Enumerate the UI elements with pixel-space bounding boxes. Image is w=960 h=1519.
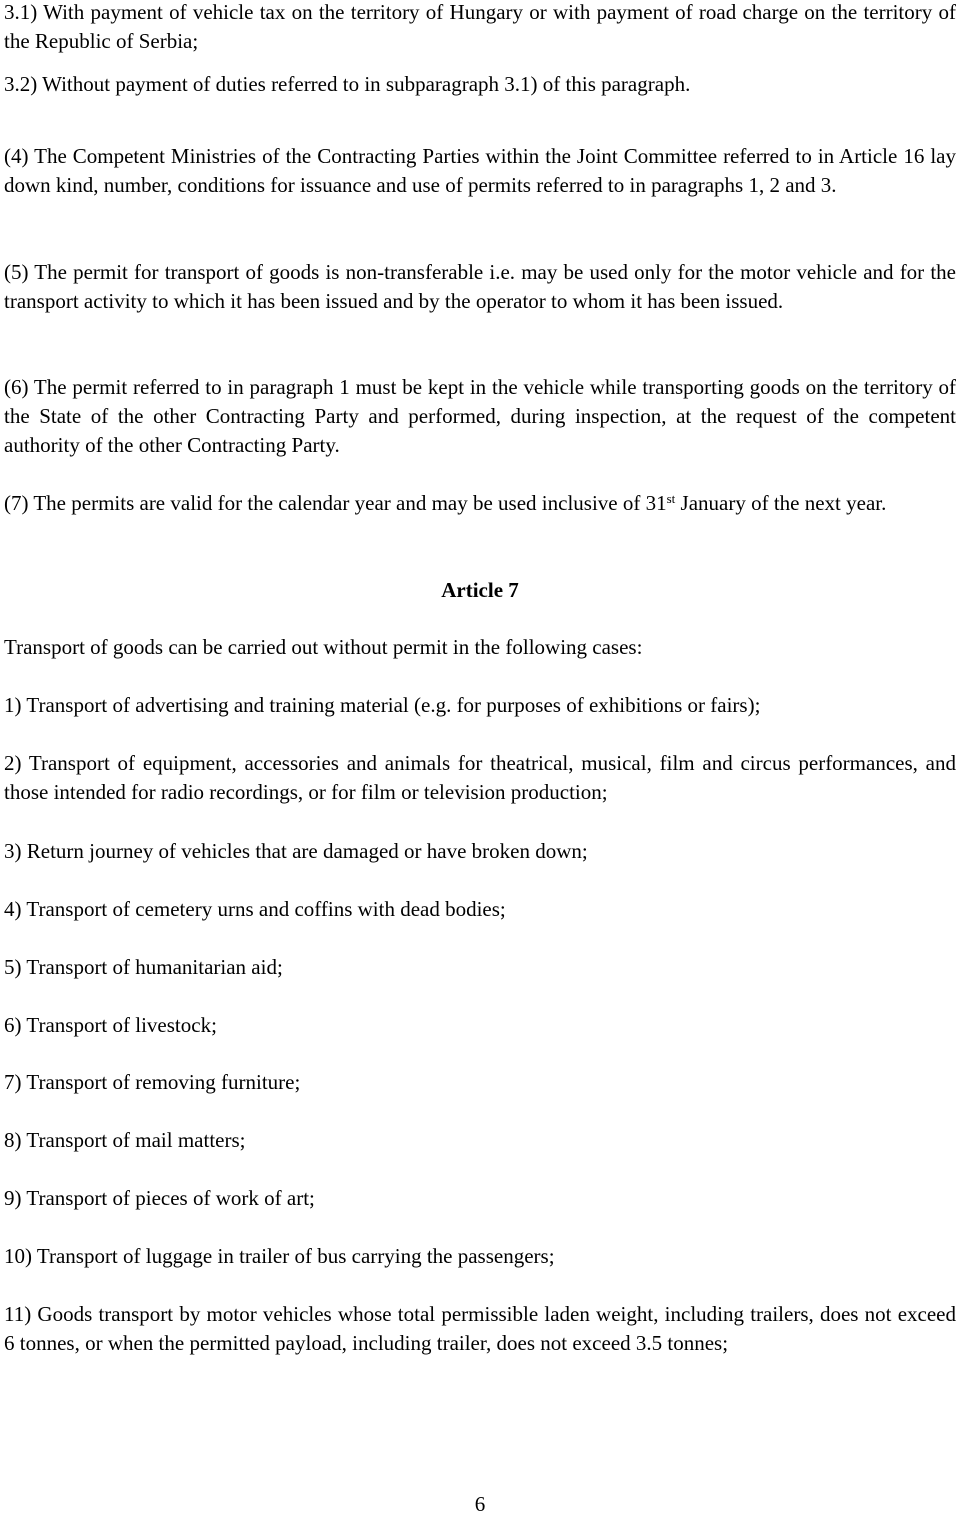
list-item: 3) Return journey of vehicles that are damaged or have broken down; (4, 839, 588, 863)
article-heading: Article 7 (441, 578, 519, 602)
paragraph-7-text-before: (7) The permits are valid for the calendar year and may be used inclusive of 31 (4, 491, 667, 515)
list-item: 8) Transport of mail matters; (4, 1128, 246, 1152)
paragraph-6: (6) The permit referred to in paragraph 1 must be kept in the vehicle while transporting goods on the territory of the State of the other Contracting Party and performed, during inspection, at the request of the competent authority of the other Contracting Party. (4, 375, 956, 457)
list-item: 2) Transport of equipment, accessories and animals for theatrical, musical, film and circus performances, and those intended for radio recordings, or for film or television production; (4, 751, 956, 804)
document-page (4, 0, 956, 1516)
list-item: 1) Transport of advertising and training material (e.g. for purposes of exhibitions or fairs); (4, 693, 761, 717)
paragraph-7-text-after: January of the next year. (675, 491, 887, 515)
list-item: 5) Transport of humanitarian aid; (4, 955, 283, 979)
list-item: 10) Transport of luggage in trailer of bus carrying the passengers; (4, 1244, 555, 1268)
paragraph-7 (4, 489, 956, 518)
ordinal-superscript: st (666, 490, 676, 506)
paragraph-3-2: 3.2) Without payment of duties referred to in subparagraph 3.1) of this paragraph. (4, 72, 691, 96)
list-item: 6) Transport of livestock; (4, 1013, 217, 1037)
paragraph-5: (5) The permit for transport of goods is non-transferable i.e. may be used only for the motor vehicle and for the transport activity to which it has been issued and by the operator to whom it has been issued. (4, 260, 956, 313)
list-item: 7) Transport of removing furniture; (4, 1070, 301, 1094)
article-intro: Transport of goods can be carried out without permit in the following cases: (4, 635, 643, 659)
list-item: 9) Transport of pieces of work of art; (4, 1186, 315, 1210)
list-item: 4) Transport of cemetery urns and coffins with dead bodies; (4, 897, 506, 921)
paragraph-3-1: 3.1) With payment of vehicle tax on the territory of Hungary or with payment of road charge on the territory of the Republic of Serbia; (4, 0, 956, 53)
page-number: 6 (474, 1492, 486, 1516)
list-item: 11) Goods transport by motor vehicles whose total permissible laden weight, including trailers, does not exceed 6 tonnes, or when the permitted payload, including trailer, does not exceed 3.5 tonnes; (4, 1302, 956, 1355)
paragraph-4: (4) The Competent Ministries of the Contracting Parties within the Joint Committee referred to in Article 16 lay down kind, number, conditions for issuance and use of permits referred to in paragraphs 1, 2 and 3. (4, 144, 956, 197)
